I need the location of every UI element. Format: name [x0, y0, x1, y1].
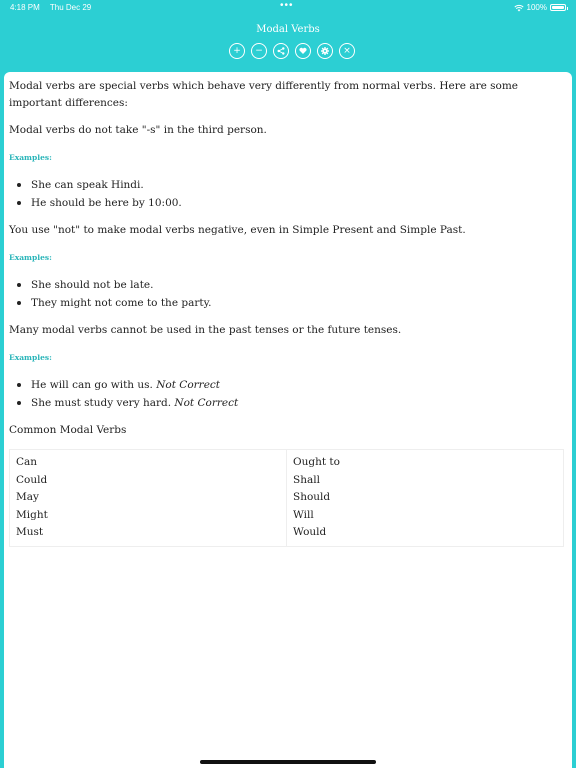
- article-content: [4, 72, 572, 768]
- plus-icon: +: [233, 45, 241, 56]
- rule-2-text: You use "not" to make modal verbs negative, even in Simple Present and Simple Past.: [9, 224, 466, 236]
- examples-label: Examples:: [9, 253, 52, 262]
- list-item: [31, 376, 567, 394]
- example-text: He will can go with us.: [31, 379, 157, 391]
- battery-percent: 100%: [526, 3, 547, 12]
- not-correct-note: Not Correct: [174, 397, 239, 409]
- table-row: [10, 489, 564, 507]
- list-item: • They might not come to the party.: [31, 294, 567, 312]
- status-bar: [0, 0, 576, 16]
- status-date: Thu Dec 29: [49, 3, 92, 12]
- not-correct-note: Not Correct: [156, 379, 221, 391]
- status-right: [514, 3, 566, 12]
- table-cell: Will: [287, 507, 564, 525]
- page-title: Modal Verbs: [256, 24, 320, 35]
- table-row: [10, 472, 564, 490]
- table-cell: Can: [10, 450, 287, 472]
- table-cell: Might: [10, 507, 287, 525]
- list-item: • He should be here by 10:00.: [31, 194, 567, 212]
- list-item: • She should not be late.: [31, 276, 567, 294]
- list-item: [31, 394, 567, 412]
- example-text: She must study very hard.: [31, 397, 175, 409]
- toolbar: [229, 43, 355, 59]
- table-cell: Ought to: [287, 450, 564, 472]
- close-button[interactable]: [339, 43, 355, 59]
- close-icon: ×: [343, 45, 351, 56]
- status-time: 4:18 PM: [10, 3, 40, 12]
- modal-verbs-table: [9, 449, 564, 547]
- settings-button[interactable]: [317, 43, 333, 59]
- zoom-out-button[interactable]: [251, 43, 267, 59]
- status-left: [10, 3, 99, 12]
- share-icon: [277, 47, 285, 55]
- wifi-icon: [514, 4, 524, 12]
- rule-1-text: Modal verbs do not take "-s" in the third person.: [9, 124, 267, 136]
- heart-icon: [299, 47, 307, 55]
- examples-label: Examples:: [9, 153, 52, 162]
- table-row: [10, 507, 564, 525]
- table-cell: May: [10, 489, 287, 507]
- list-item: • She can speak Hindi.: [31, 176, 567, 194]
- table-cell: Shall: [287, 472, 564, 490]
- rule-3-examples: [9, 376, 567, 412]
- common-modal-verbs-heading: Common Modal Verbs: [9, 424, 127, 436]
- favorite-button[interactable]: [295, 43, 311, 59]
- rule-1-examples: [9, 176, 567, 212]
- table-row: [10, 524, 564, 546]
- rule-3-text: Many modal verbs cannot be used in the past tenses or the future tenses.: [9, 324, 402, 336]
- table-row: [10, 450, 564, 472]
- zoom-in-button[interactable]: [229, 43, 245, 59]
- intro-text: Modal verbs are special verbs which behave very differently from normal verbs. Here are some important differences:: [9, 80, 519, 109]
- minus-icon: −: [255, 45, 263, 56]
- share-button[interactable]: [273, 43, 289, 59]
- table-cell: Would: [287, 524, 564, 546]
- gear-icon: [321, 47, 329, 55]
- table-cell: Must: [10, 524, 287, 546]
- battery-icon: [550, 4, 566, 11]
- table-cell: Could: [10, 472, 287, 490]
- table-cell: Should: [287, 489, 564, 507]
- multitasking-dots[interactable]: •••: [280, 0, 294, 11]
- rule-2-examples: [9, 276, 567, 312]
- examples-label: Examples:: [9, 353, 52, 362]
- home-indicator[interactable]: [200, 760, 376, 764]
